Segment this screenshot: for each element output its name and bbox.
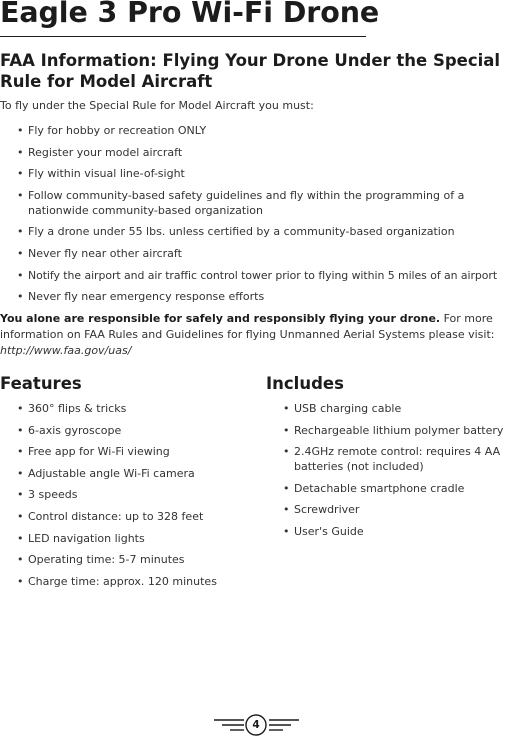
bullet-icon: • bbox=[17, 509, 24, 523]
page-number: 4 bbox=[252, 719, 260, 731]
list-item-text: Fly a drone under 55 lbs. unless certified by a community-based organization bbox=[28, 225, 455, 239]
list-item bbox=[0, 145, 513, 160]
list-item-text: Notify the airport and air traffic control tower prior to flying within 5 miles of an airport bbox=[28, 268, 498, 282]
list-item bbox=[0, 444, 250, 459]
bullet-icon: • bbox=[17, 188, 24, 202]
list-item-text: 2.4GHz remote control: requires 4 AA batteries (not included) bbox=[294, 445, 501, 474]
list-item-text: Fly within visual line-of-sight bbox=[28, 167, 185, 181]
faa-intro: To fly under the Special Rule for Model Aircraft you must: bbox=[0, 99, 314, 112]
list-item bbox=[0, 289, 513, 304]
list-item bbox=[266, 524, 513, 539]
faa-heading: FAA Information: Flying Your Drone Under the Special Rule for Model Aircraft bbox=[0, 51, 501, 91]
list-item-text: 6-axis gyroscope bbox=[28, 423, 122, 437]
bullet-icon: • bbox=[17, 553, 24, 567]
list-item-text: Screwdriver bbox=[294, 503, 360, 517]
list-item bbox=[266, 401, 513, 416]
responsibility-text: For more information on FAA Rules and Guidelines for flying Unmanned Aerial Systems please visit: bbox=[0, 312, 495, 341]
page-footer bbox=[0, 712, 513, 738]
bullet-icon: • bbox=[17, 423, 24, 437]
list-item bbox=[0, 552, 250, 567]
list-item bbox=[0, 401, 250, 416]
list-item bbox=[0, 188, 513, 218]
includes-heading: Includes bbox=[266, 374, 344, 393]
faa-requirements-list bbox=[0, 123, 513, 311]
list-item bbox=[0, 166, 513, 181]
list-item bbox=[266, 423, 513, 438]
list-item-text: Detachable smartphone cradle bbox=[294, 481, 465, 495]
list-item-text: Follow community-based safety guidelines and fly within the programming of a nationwide community-based organization bbox=[28, 188, 465, 217]
list-item bbox=[0, 224, 513, 239]
list-item bbox=[0, 509, 250, 524]
bullet-icon: • bbox=[17, 246, 24, 260]
bullet-icon: • bbox=[17, 402, 24, 415]
features-list bbox=[0, 401, 250, 595]
list-item-text: 3 speeds bbox=[28, 488, 78, 502]
list-item-text: Fly for hobby or recreation ONLY bbox=[28, 124, 207, 137]
bullet-icon: • bbox=[17, 488, 24, 502]
list-item-text: Never fly near other aircraft bbox=[28, 246, 182, 260]
bullet-icon: • bbox=[17, 466, 24, 480]
page-title: Eagle 3 Pro Wi-Fi Drone bbox=[0, 0, 380, 29]
list-item-text: USB charging cable bbox=[294, 402, 402, 415]
responsibility-statement bbox=[0, 311, 505, 359]
bullet-icon: • bbox=[17, 124, 24, 137]
list-item bbox=[0, 574, 250, 589]
bullet-icon: • bbox=[17, 225, 24, 239]
list-item bbox=[0, 423, 250, 438]
bullet-icon: • bbox=[17, 445, 24, 459]
bullet-icon: • bbox=[17, 268, 24, 282]
list-item bbox=[0, 487, 250, 502]
list-item-text: Charge time: approx. 120 minutes bbox=[28, 574, 217, 588]
list-item bbox=[0, 466, 250, 481]
responsibility-bold: You alone are responsible for safely and responsibly flying your drone. bbox=[0, 312, 441, 325]
faa-url: http://www.faa.gov/uas/ bbox=[0, 344, 132, 357]
list-item-text: Never fly near emergency response efforts bbox=[28, 290, 265, 304]
list-item-text: User's Guide bbox=[294, 524, 364, 538]
list-item-text: Rechargeable lithium polymer battery bbox=[294, 423, 504, 437]
list-item-text: Operating time: 5-7 minutes bbox=[28, 553, 185, 567]
bullet-icon: • bbox=[283, 503, 290, 517]
includes-list bbox=[266, 401, 513, 546]
list-item-text: Adjustable angle Wi-Fi camera bbox=[28, 466, 195, 480]
list-item bbox=[0, 531, 250, 546]
list-item bbox=[266, 481, 513, 496]
list-item bbox=[0, 123, 513, 138]
list-item-text: LED navigation lights bbox=[28, 531, 145, 545]
bullet-icon: • bbox=[283, 445, 290, 459]
bullet-icon: • bbox=[283, 524, 290, 538]
bullet-icon: • bbox=[17, 574, 24, 588]
list-item bbox=[266, 502, 513, 517]
features-heading: Features bbox=[0, 374, 82, 393]
list-item-text: Register your model aircraft bbox=[28, 145, 183, 159]
list-item bbox=[266, 444, 513, 474]
bullet-icon: • bbox=[17, 531, 24, 545]
bullet-icon: • bbox=[17, 290, 24, 304]
list-item-text: Free app for Wi-Fi viewing bbox=[28, 445, 170, 459]
bullet-icon: • bbox=[283, 481, 290, 495]
list-item-text: Control distance: up to 328 feet bbox=[28, 509, 204, 523]
title-underline bbox=[0, 36, 366, 37]
bullet-icon: • bbox=[283, 423, 290, 437]
bullet-icon: • bbox=[17, 145, 24, 159]
bullet-icon: • bbox=[17, 167, 24, 181]
bullet-icon: • bbox=[283, 402, 290, 415]
list-item bbox=[0, 246, 513, 261]
list-item-text: 360° flips & tricks bbox=[28, 402, 127, 415]
list-item bbox=[0, 268, 513, 283]
